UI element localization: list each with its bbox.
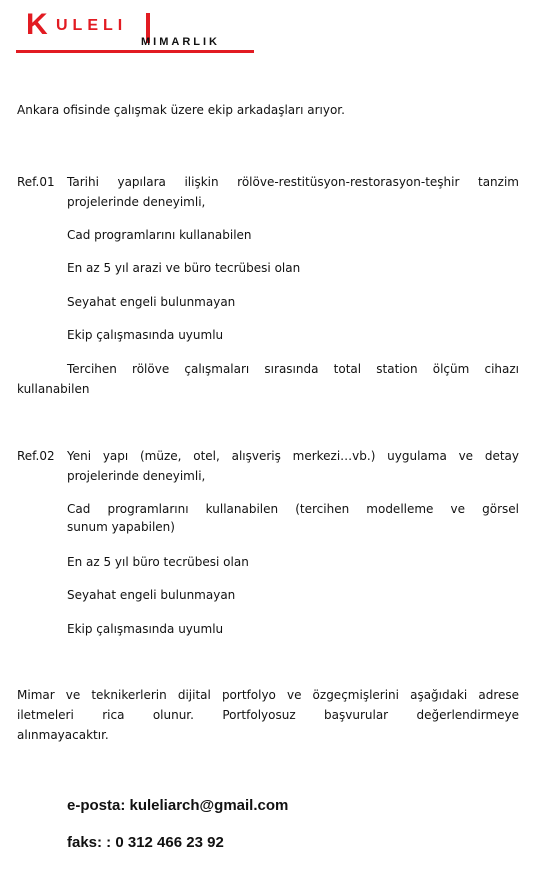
ref2-code: Ref.02 xyxy=(17,449,55,463)
contact-fax: faks: : 0 312 466 23 92 xyxy=(67,834,224,851)
logo-uleli: ULELI xyxy=(56,17,128,34)
ref1-item-team: Ekip çalışmasında uyumlu xyxy=(67,328,224,342)
ref1-item-cad: Cad programlarını kullanabilen xyxy=(67,228,252,242)
ref1-item-travel: Seyahat engeli bulunmayan xyxy=(67,295,236,309)
intro-text: Ankara ofisinde çalışmak üzere ekip arkadaşları arıyor. xyxy=(17,103,345,117)
ref1-line1: Tarihi yapılara ilişkin rölöve-restitüsyon-restorasyon-teşhir tanzim xyxy=(67,175,519,189)
ref2-line1b: projelerinde deneyimli, xyxy=(67,469,206,483)
ref2-item-experience: En az 5 yıl büro tecrübesi olan xyxy=(67,555,249,569)
closing-line1: Mimar ve teknikerlerin dijital portfolyo ve özgeçmişlerini aşağıdaki adrese xyxy=(17,688,519,702)
ref1-line1b: projelerinde deneyimli, xyxy=(67,195,206,209)
company-logo xyxy=(16,6,256,56)
ref2-line1: Yeni yapı (müze, otel, alışveriş merkezi…vb.) uygulama ve detay xyxy=(67,449,519,463)
logo-underline xyxy=(16,50,254,53)
ref1-last-line2: kullanabilen xyxy=(17,382,90,396)
contact-email: e-posta: kuleliarch@gmail.com xyxy=(67,797,289,814)
ref2-item-travel: Seyahat engeli bulunmayan xyxy=(67,588,236,602)
ref1-code: Ref.01 xyxy=(17,175,55,189)
ref2-cad-line1: Cad programlarını kullanabilen (tercihen modelleme ve görsel xyxy=(67,502,519,516)
closing-line3: alınmayacaktır. xyxy=(17,728,109,742)
closing-line2: iletmeleri rica olunur. Portfolyosuz başvurular değerlendirmeye xyxy=(17,708,519,722)
ref1-last-line1: Tercihen rölöve çalışmaları sırasında total station ölçüm cihazı xyxy=(67,362,519,376)
logo-mimarlik: MIMARLIK xyxy=(141,36,220,48)
logo-letter-k: K xyxy=(26,8,48,41)
ref2-item-team: Ekip çalışmasında uyumlu xyxy=(67,622,224,636)
ref2-cad-line2: sunum yapabilen) xyxy=(67,520,175,534)
ref1-item-experience: En az 5 yıl arazi ve büro tecrübesi olan xyxy=(67,261,301,275)
